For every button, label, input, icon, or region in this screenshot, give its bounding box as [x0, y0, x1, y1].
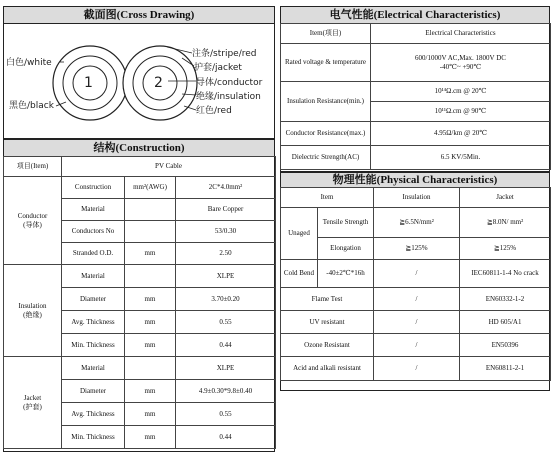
construction-row-unit: mm: [125, 334, 176, 357]
construction-row-unit: mm: [125, 243, 176, 265]
construction-row-unit: mm: [125, 311, 176, 334]
construction-row-label: Stranded O.D.: [62, 243, 125, 265]
construction-row-value: 2.50: [176, 243, 276, 265]
label-red: 红色/red: [196, 106, 232, 116]
conductor-resistance-label: Conductor Resistance(max.): [281, 122, 371, 146]
physical-header-item: Item: [281, 188, 374, 208]
construction-row-unit: [125, 199, 176, 221]
physical-row-insulation: /: [374, 334, 460, 357]
tensile-jacket: ≧8.0N/ mm²: [460, 208, 551, 238]
electrical-title: 电气性能(Electrical Characteristics): [281, 7, 549, 24]
construction-table: [3, 156, 276, 449]
dielectric-strength-value: 6.5 KV/5Min.: [371, 146, 551, 170]
core-1-number: 1: [84, 75, 93, 91]
item-value: PV Cable: [62, 157, 276, 177]
insulation-resistance-20c: 10¹⁴Ω.cm @ 20℃: [371, 82, 551, 102]
core-2-number: 2: [154, 75, 163, 91]
construction-row-label: Avg. Thickness: [62, 311, 125, 334]
construction-row-unit: [125, 265, 176, 288]
elongation-insulation: ≧125%: [374, 238, 460, 260]
insulation-resistance-90c: 10¹¹Ω.cm @ 90℃: [371, 102, 551, 122]
physical-title: 物理性能(Physical Characteristics): [281, 173, 549, 188]
construction-row-unit: mm²(AWG): [125, 177, 176, 199]
rated-voltage-label: Rated voltage & temperature: [281, 44, 371, 82]
electrical-panel: [280, 6, 550, 172]
physical-row-insulation: /: [374, 357, 460, 381]
insulation-resistance-label: Insulation Resistance(min.): [281, 82, 371, 122]
construction-row-unit: [125, 357, 176, 380]
cold-bend-label: Cold Bend: [281, 260, 318, 288]
construction-row-value: XLPE: [176, 265, 276, 288]
construction-row-value: 0.44: [176, 426, 276, 449]
construction-row-label: Min. Thickness: [62, 426, 125, 449]
elongation-label: Elongation: [318, 238, 374, 260]
construction-row-value: Bare Copper: [176, 199, 276, 221]
label-jacket: 护套/jacket: [194, 63, 242, 73]
construction-title: 结构(Construction): [4, 140, 274, 157]
electrical-header-item: Item(项目): [281, 24, 371, 44]
physical-row-insulation: /: [374, 311, 460, 334]
construction-row-label: Material: [62, 265, 125, 288]
physical-row-jacket: HD 605/A1: [460, 311, 551, 334]
label-insulation: 绝缘/insulation: [196, 92, 261, 102]
label-stripe: 注条/stripe/red: [192, 49, 257, 59]
construction-row-value: 0.55: [176, 311, 276, 334]
label-black: 黑色/black: [9, 101, 54, 111]
physical-row-jacket: EN60811-2-1: [460, 357, 551, 381]
physical-row-label: Ozone Resistant: [281, 334, 374, 357]
cold-bend-insulation: /: [374, 260, 460, 288]
electrical-header-value: Electrical Characteristics: [371, 24, 551, 44]
physical-table: [280, 187, 551, 381]
construction-row-label: Diameter: [62, 380, 125, 403]
label-conductor: 导体/conductor: [196, 78, 263, 88]
group-jacket: Jacket (护套): [4, 357, 62, 449]
unaged-label: Unaged: [281, 208, 318, 260]
physical-row-label: UV resistant: [281, 311, 374, 334]
construction-row-label: Construction: [62, 177, 125, 199]
construction-row-value: 53/0.30: [176, 221, 276, 243]
construction-row-unit: mm: [125, 288, 176, 311]
construction-row-label: Conductors No: [62, 221, 125, 243]
construction-row-label: Material: [62, 199, 125, 221]
construction-row-unit: [125, 221, 176, 243]
construction-row-label: Avg. Thickness: [62, 403, 125, 426]
group-insulation: Insulation (绝缘): [4, 265, 62, 357]
physical-header-insulation: Insulation: [374, 188, 460, 208]
conductor-resistance-value: 4.95Ω/km @ 20℃: [371, 122, 551, 146]
physical-row-label: Acid and alkali resistant: [281, 357, 374, 381]
physical-panel: [280, 172, 550, 391]
construction-panel: [3, 139, 275, 452]
tensile-insulation: ≧6.5N/mm²: [374, 208, 460, 238]
item-header: 项目(Item): [4, 157, 62, 177]
construction-row-unit: mm: [125, 426, 176, 449]
physical-header-jacket: Jacket: [460, 188, 551, 208]
label-white: 白色/white: [6, 58, 52, 68]
construction-row-value: 2C*4.0mm²: [176, 177, 276, 199]
physical-row-insulation: /: [374, 288, 460, 311]
construction-row-label: Material: [62, 357, 125, 380]
construction-row-value: 3.70±0.20: [176, 288, 276, 311]
construction-row-unit: mm: [125, 380, 176, 403]
cross-drawing-panel: [3, 6, 275, 139]
tensile-label: Tensile Strength: [318, 208, 374, 238]
dielectric-strength-label: Dielectric Strength(AC): [281, 146, 371, 170]
group-conductor: Conductor (导体): [4, 177, 62, 265]
construction-row-unit: mm: [125, 403, 176, 426]
construction-row-value: 4.9±0.30*9.8±0.40: [176, 380, 276, 403]
physical-row-jacket: EN50396: [460, 334, 551, 357]
construction-row-value: XLPE: [176, 357, 276, 380]
cold-bend-condition: -40±2℃*16h: [318, 260, 374, 288]
construction-row-value: 0.55: [176, 403, 276, 426]
cold-bend-jacket: IEC60811-1-4 No crack: [460, 260, 551, 288]
electrical-table: [280, 23, 551, 170]
rated-voltage-value: 600/1000V AC,Max. 1800V DC -40℃~ +90℃: [371, 44, 551, 82]
elongation-jacket: ≧125%: [460, 238, 551, 260]
construction-row-value: 0.44: [176, 334, 276, 357]
physical-row-jacket: EN60332-1-2: [460, 288, 551, 311]
physical-row-label: Flame Test: [281, 288, 374, 311]
construction-row-label: Diameter: [62, 288, 125, 311]
construction-row-label: Min. Thickness: [62, 334, 125, 357]
cross-drawing-title: 截面图(Cross Drawing): [4, 7, 274, 24]
